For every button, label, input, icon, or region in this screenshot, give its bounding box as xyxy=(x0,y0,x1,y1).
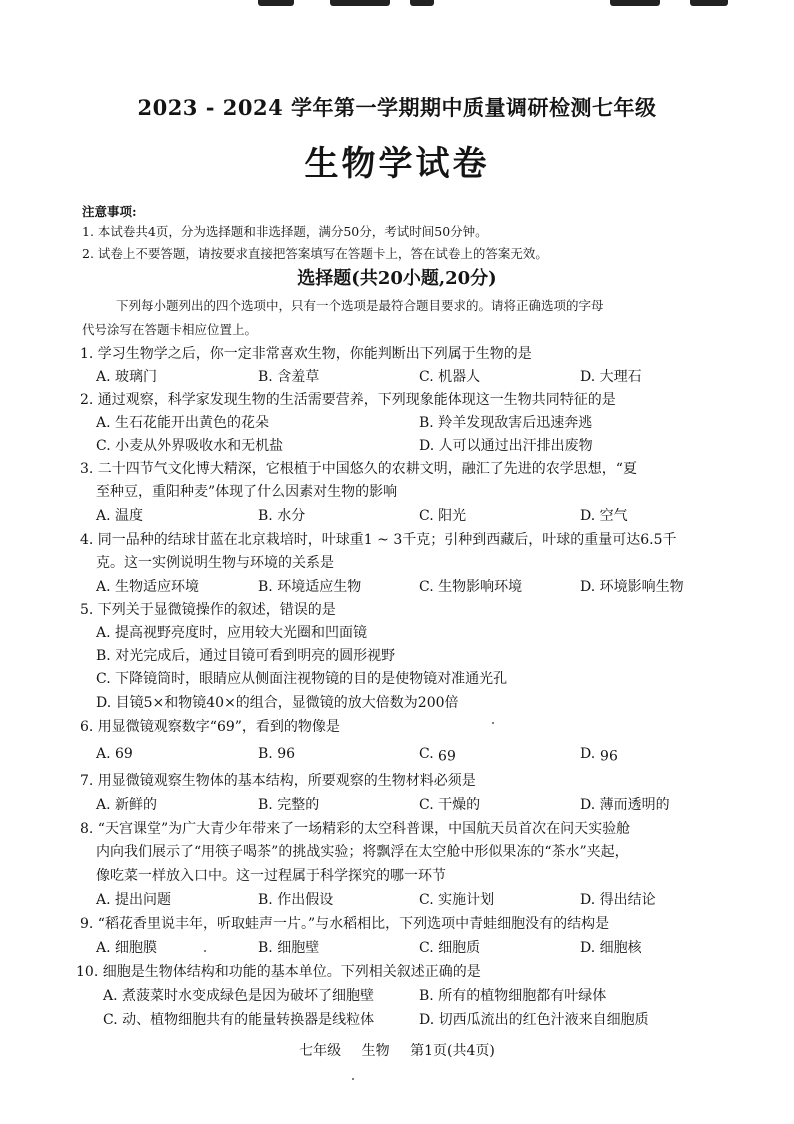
question-stem: 内向我们展示了“用筷子喝茶”的挑战实验；将飘浮在太空舱中形似果冻的“茶水”夹起， xyxy=(96,844,629,860)
option: B. 完整的 xyxy=(258,797,320,813)
page-footer xyxy=(0,1040,794,1060)
option: D. 空气 xyxy=(580,508,628,524)
notice-item: 2. 试卷上不要答题，请按要求直接把答案填写在答题卡上，答在试卷上的答案无效。 xyxy=(82,246,548,261)
option: C. 干燥的 xyxy=(419,797,481,813)
question-stem: 8. “天宫课堂”为广大青少年带来了一场精彩的太空科普课，中国航天员首次在问天实验舱 xyxy=(80,821,631,837)
option: B. 96 xyxy=(258,746,296,762)
option: A. 提出问题 xyxy=(96,892,172,908)
question-stem: 9. “稻花香里说丰年，听取蛙声一片。”与水稻相比，下列选项中青蛙细胞没有的结构是 xyxy=(80,916,610,932)
section-instruction: 代号涂写在答题卡相应位置上。 xyxy=(82,322,258,337)
option: C. 动、植物细胞共有的能量转换器是线粒体 xyxy=(103,1012,375,1028)
question-stem: 3. 二十四节气文化博大精深，它根植于中国悠久的农耕文明，融汇了先进的农学思想，“夏 xyxy=(80,461,637,477)
section-instruction: 下列每小题列出的四个选项中，只有一个选项是最符合题目要求的。请将正确选项的字母 xyxy=(116,298,604,313)
option: A. 细胞膜 xyxy=(96,940,158,956)
option: D. 得出结论 xyxy=(580,892,656,908)
option: C. 细胞质 xyxy=(419,940,481,956)
footer-grade: 七年级 xyxy=(299,1043,342,1059)
option-letter: D. xyxy=(580,746,600,762)
option: C. 下降镜筒时，眼睛应从侧面注视物镜的目的是使物镜对准通光孔 xyxy=(96,671,508,687)
question-stem: 4. 同一品种的结球甘蓝在北京栽培时，叶球重1 ~ 3千克；引种到西藏后，叶球的重量可达6.5千 xyxy=(80,532,677,548)
option: D. 切西瓜流出的红色汁液来自细胞质 xyxy=(419,1012,649,1028)
question-stem: 5. 下列关于显微镜操作的叙述，错误的是 xyxy=(80,602,336,618)
option: A. 煮菠菜时水变成绿色是因为破坏了细胞壁 xyxy=(103,988,375,1004)
footer-subject: 生物 xyxy=(361,1043,390,1059)
option: B. 环境适应生物 xyxy=(258,579,362,595)
option: D. 薄而透明的 xyxy=(580,797,670,813)
option: A. 生物适应环境 xyxy=(96,579,200,595)
notice-item: 1. 本试卷共4页，分为选择题和非选择题，满分50分，考试时间50分钟。 xyxy=(82,224,488,239)
option: A. 温度 xyxy=(96,508,144,524)
option: D. 人可以通过出汗排出废物 xyxy=(419,438,593,454)
question-stem: 至种豆，重阳种麦”体现了什么因素对生物的影响 xyxy=(96,484,398,500)
section-title: 选择题(共20小题,20分) xyxy=(297,268,497,289)
exam-title: 2023 - 2024 学年第一学期期中质量调研检测七年级 xyxy=(137,95,657,120)
question-stem: 10. 细胞是生物体结构和功能的基本单位。下列相关叙述正确的是 xyxy=(76,964,481,980)
option: D. 大理石 xyxy=(580,369,642,385)
question-stem: 7. 用显微镜观察生物体的基本结构，所要观察的生物材料必须是 xyxy=(80,773,476,789)
option: B. 细胞壁 xyxy=(258,940,320,956)
scan-edge-marks xyxy=(0,0,794,12)
option: B. 水分 xyxy=(258,508,306,524)
option: D. 环境影响生物 xyxy=(580,579,684,595)
question-stem: 1. 学习生物学之后，你一定非常喜欢生物，你能判断出下列属于生物的是 xyxy=(80,346,532,362)
question-stem: 6. 用显微镜观察数字“69”，看到的物像是 xyxy=(80,719,340,735)
option: A. 新鲜的 xyxy=(96,797,158,813)
option: B. 作出假设 xyxy=(258,892,334,908)
option: B. 羚羊发现敌害后迅速奔逃 xyxy=(419,415,593,431)
scan-speck xyxy=(352,1078,354,1080)
option: D. 目镜5×和物镜40×的组合，显微镜的放大倍数为200倍 xyxy=(96,695,459,711)
option: C. 阳光 xyxy=(419,508,467,524)
notice-heading: 注意事项: xyxy=(82,204,137,219)
option: B. 所有的植物细胞都有叶绿体 xyxy=(419,988,607,1004)
option: A. 生石花能开出黄色的花朵 xyxy=(96,415,270,431)
question-stem: 克。这一实例说明生物与环境的关系是 xyxy=(96,555,334,571)
option: C. 生物影响环境 xyxy=(419,579,523,595)
scan-speck xyxy=(492,722,494,724)
option: C. 机器人 xyxy=(419,369,481,385)
option: B. 含羞草 xyxy=(258,369,320,385)
option: C. 小麦从外界吸收水和无机盐 xyxy=(96,438,284,454)
subject-title: 生物学试卷 xyxy=(304,144,490,184)
option: C. 实施计划 xyxy=(419,892,495,908)
option xyxy=(419,746,456,762)
question-stem: 像吃菜一样放入口中。这一过程属于科学探究的哪一环节 xyxy=(96,868,446,884)
question-stem: 2. 通过观察，科学家发现生物的生活需要营养，下列现象能体现这一生物共同特征的是 xyxy=(80,392,616,408)
option-letter: C. xyxy=(419,746,439,762)
inverted-number: 69 xyxy=(438,746,456,762)
option: D. 细胞核 xyxy=(580,940,642,956)
scan-speck xyxy=(204,950,206,952)
option: A. 玻璃门 xyxy=(96,369,158,385)
option: B. 对光完成后，通过目镜可看到明亮的圆形视野 xyxy=(96,648,396,664)
inverted-number: 96 xyxy=(599,746,618,762)
option: A. 69 xyxy=(96,746,133,762)
option xyxy=(580,746,617,762)
option: A. 提高视野亮度时，应用较大光圈和凹面镜 xyxy=(96,625,368,641)
footer-page-number: 第1页(共4页) xyxy=(410,1043,495,1059)
